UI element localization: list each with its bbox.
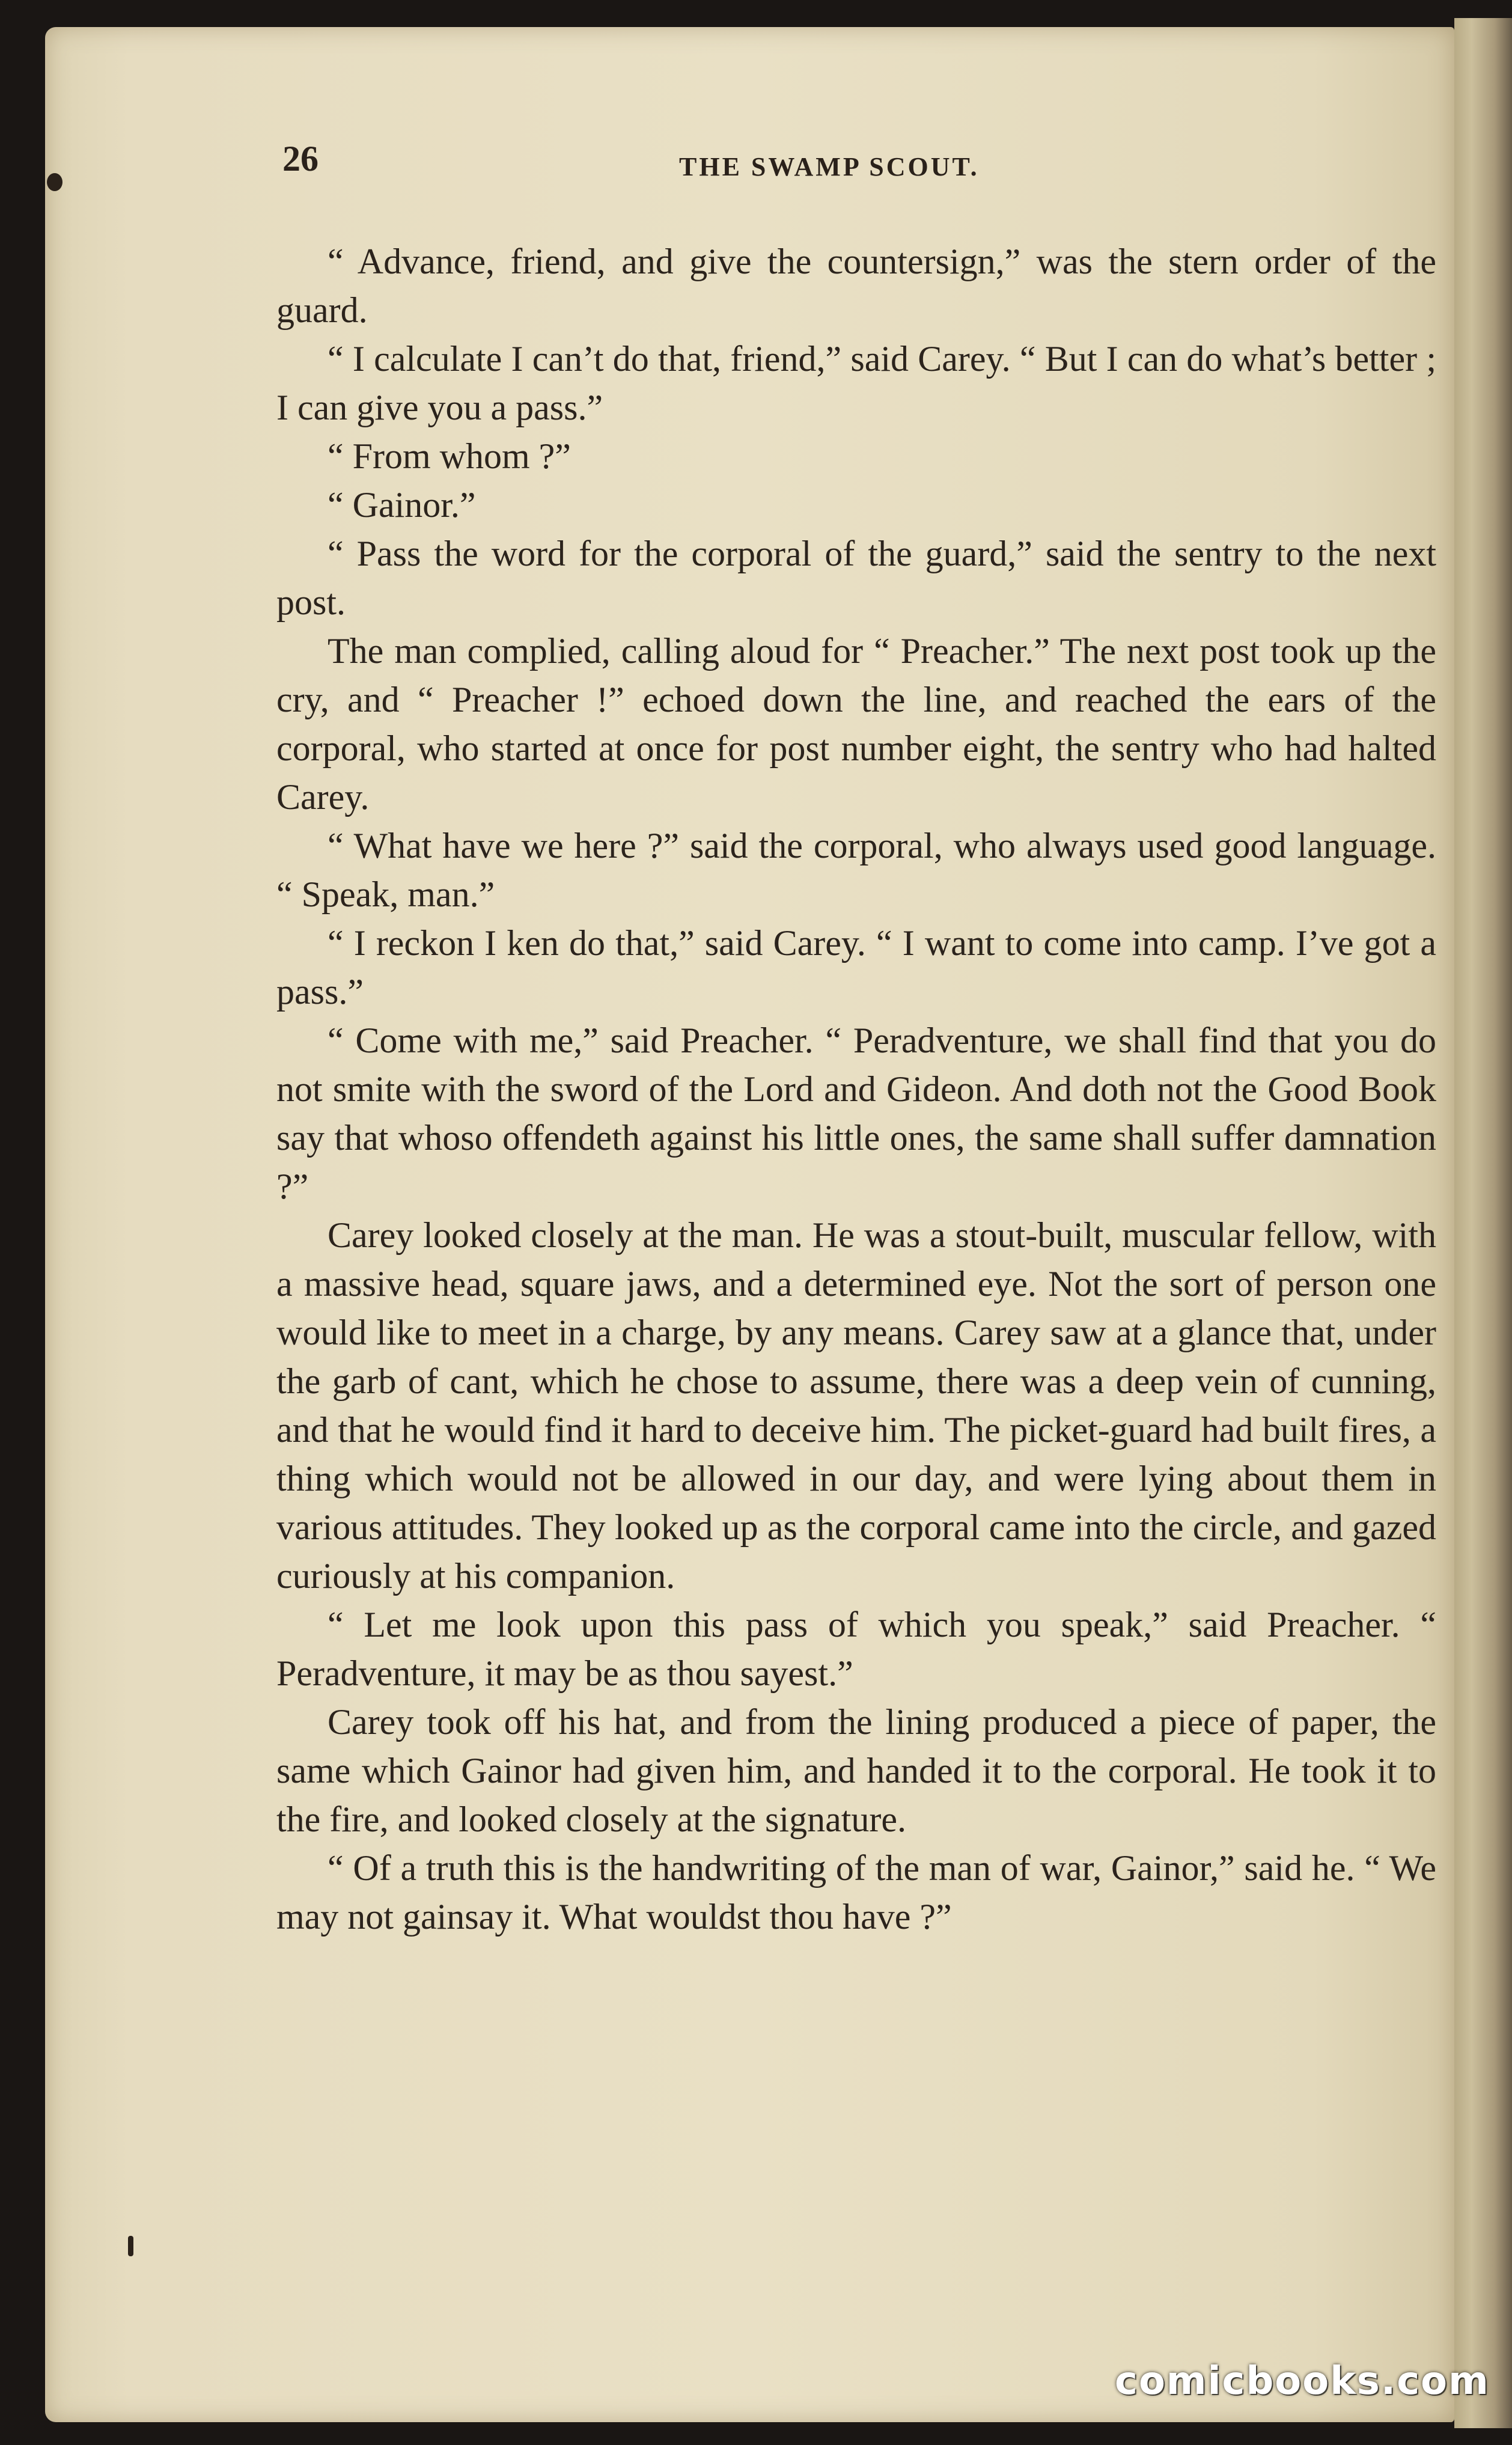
paragraph: “ Of a truth this is the handwriting of the man of war, Gainor,” said he. “ We may not gainsay it. What wouldst thou have ?” [276,1848,1436,1937]
paragraph: “ Let me look upon this pass of which you speak,” said Preacher. “ Peradventure, it may be as thou sayest.” [276,1605,1436,1693]
paragraph: “ I reckon I ken do that,” said Carey. “ I want to come into camp. I’ve got a pass.” [276,923,1436,1012]
running-head [282,138,1268,198]
page-edge [1454,18,1512,2428]
binding-hole [47,173,62,191]
body-text [276,237,1436,1941]
ink-speck [128,2236,133,2256]
paragraph: “ What have we here ?” said the corporal, who always used good language. “ Speak, man.” [276,826,1436,914]
paragraph: “ Advance, friend, and give the countersign,” was the stern order of the guard. [276,242,1436,330]
paragraph: “ Gainor.” [328,485,476,525]
paragraph: The man complied, calling aloud for “ Preacher.” The next post took up the cry, and “ Preacher !” echoed down the line, and reached the ears of the corporal, who started at once for post number eight, the sentry who had halted Carey. [276,631,1436,817]
paragraph: Carey took off his hat, and from the lining produced a piece of paper, the same which Gainor had given him, and handed it to the corporal. He took it to the fire, and looked closely at the signature. [276,1702,1436,1839]
paragraph: “ I calculate I can’t do that, friend,” said Carey. “ But I can do what’s better ; I can give you a pass.” [276,339,1436,427]
page-number: 26 [282,139,319,179]
paragraph: “ Come with me,” said Preacher. “ Peradventure, we shall find that you do not smite with the sword of the Lord and Gideon. And doth not the Good Book say that whoso offendeth against his little ones, the same shall suffer damnation ?” [276,1021,1436,1206]
paragraph: Carey looked closely at the man. He was a stout-built, muscular fellow, with a massive head, square jaws, and a determined eye. Not the sort of person one would like to meet in a charge, by any means. Carey saw at a glance that, under the garb of cant, which he chose to assume, there was a deep vein of cunning, and that he would find it hard to deceive him. The picket-guard had built fires, a thing which would not be allowed in our day, and were lying about them in various attitudes. They looked up as the corporal came into the circle, and gazed curiously at his companion. [276,1215,1436,1596]
running-title: THE SWAMP SCOUT. [679,152,980,182]
paragraph: “ From whom ?” [328,436,571,476]
watermark: comicbooks.com [1115,2359,1490,2404]
paragraph: “ Pass the word for the corporal of the guard,” said the sentry to the next post. [276,534,1436,622]
